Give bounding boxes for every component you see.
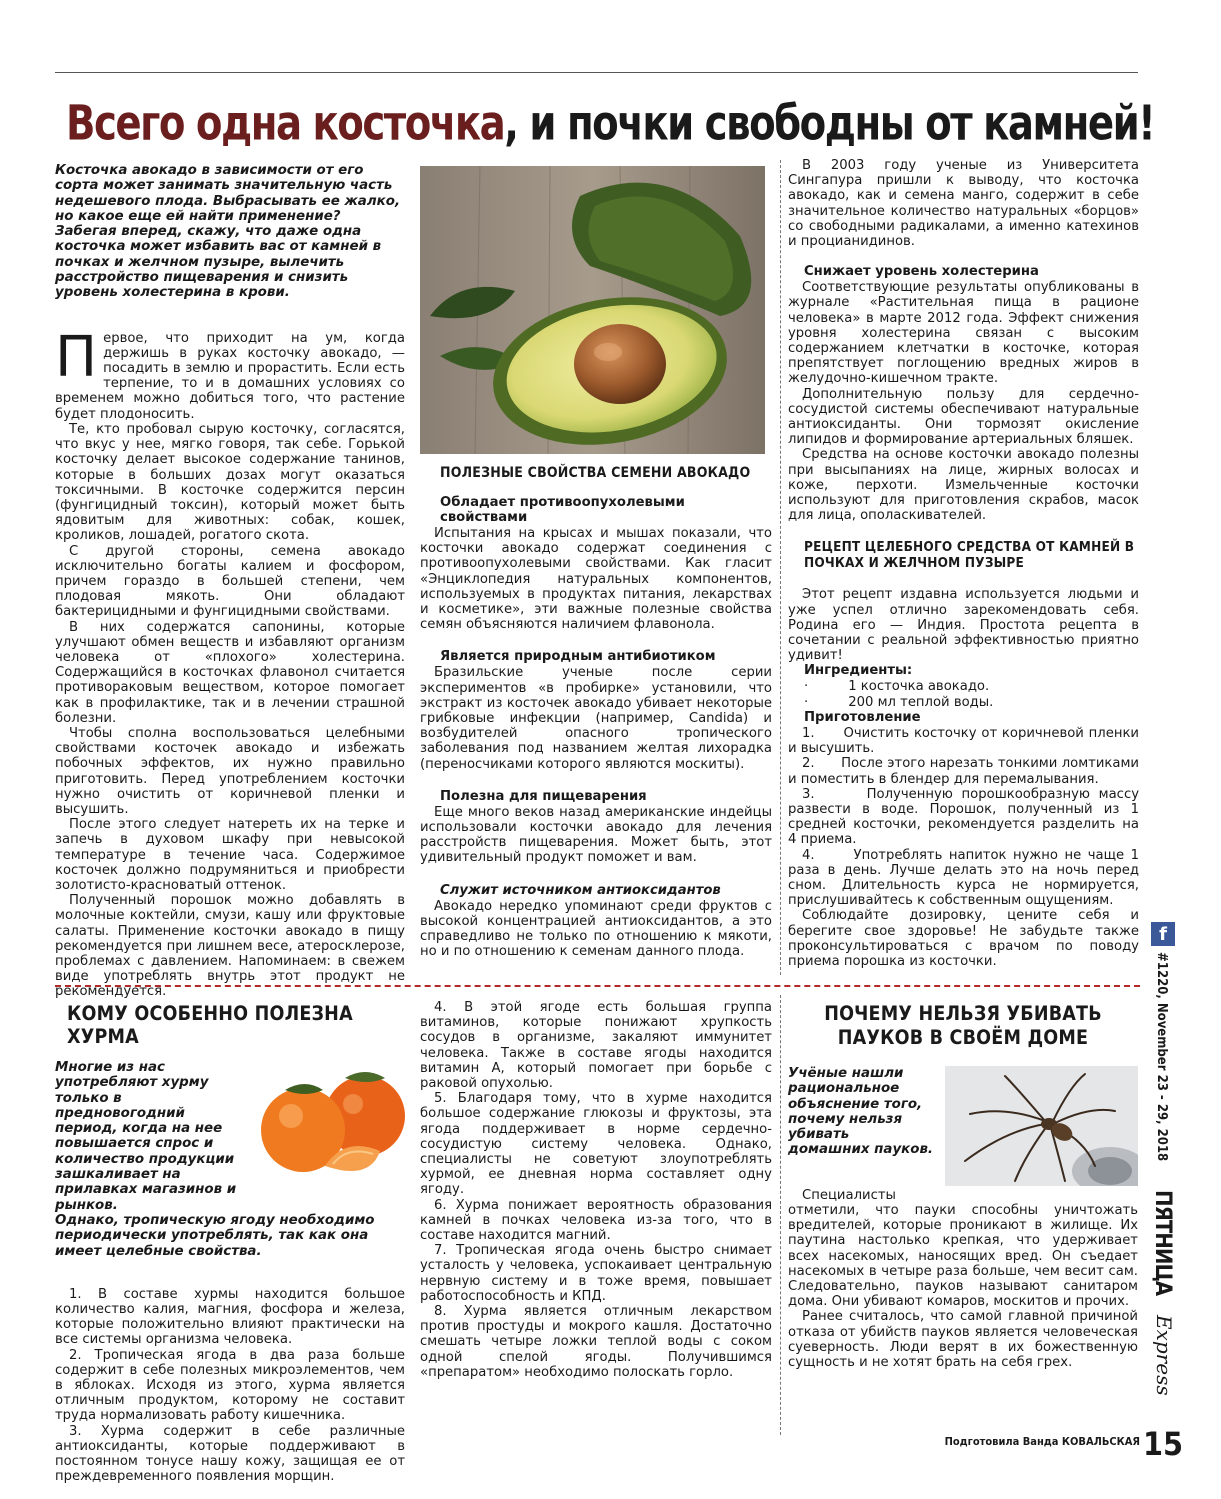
column-1 [55, 163, 405, 1000]
column-divider [780, 160, 781, 975]
paragraph: В них содержатся сапонины, которые улучшают обмен веществ и избавляют организм человека от «плохого» холестерина. Содержащийся в косточках флавонол считается противораковым веществом, которое помогает как в профилактике, так и в лечении страшной болезни. [55, 619, 405, 726]
paragraph: Еще много веков назад американские индейцы использовали косточки авокадо для лечения расстройств пищеварения. Может быть, этот удивительный продукт поможет и вам. [420, 804, 772, 866]
paragraph: Бразильские ученые после серии экспериментов «в пробирке» установили, что экстракт из косточек авокадо убивает некоторые грибковые инфекции (например, Candida) и возбудителей опасного тропического заболевания под названием желтая лихорадка (переносчиками которого являются москиты). [420, 665, 772, 772]
paragraph: Те, кто пробовал сырую косточку, согласятся, что вкус у нее, мягко говоря, так себе. Горькой косточку делает высокое содержание танинов, которые в больших дозах могут оказаться токсичными. В косточке содержится персин (фунгицидный токсин), который может быть ядовитым для животных: собак, кошек, кроликов, лошадей, рогатого скота. [55, 421, 405, 544]
paragraph: Авокадо нередко упоминают среди фруктов с высокой концентрацией антиоксидантов, а это справедливо не только по отношению к мякоти, но и по отношению к семенам данного плода. [420, 898, 772, 960]
ingredient-item: · 1 косточка авокадо. [804, 679, 990, 695]
page-number: 15 [1143, 1425, 1184, 1463]
paragraph: 7. Тропическая ягода очень быстро снимает усталость у человека, успокаивает центральную нервную систему и в тоже время, повышает работоспособность и КПД. [420, 1243, 772, 1304]
spiders-lead: Учёные нашли рациональное объяснение того, почему нельзя убивать домашних пауков. [788, 1066, 934, 1158]
column-2 [420, 463, 772, 959]
spider-illustration [945, 1066, 1138, 1186]
section-divider [55, 985, 1140, 987]
title-highlight: Всего одна косточка [66, 96, 505, 152]
persimmon-image [245, 1056, 415, 1186]
avocado-illustration [420, 166, 765, 454]
top-rule [55, 72, 1138, 73]
paragraph: Ранее считалось, что самой главной причиной отказа от убийств пауков является человеческая суеверность. Люди верят в их божественную сущность и не хотят брать на себя грех. [788, 1309, 1138, 1371]
persimmon-lead: Однако, тропическую ягоду необходимо периодически употреблять, так как она имеет целебные свойства. [55, 1212, 375, 1259]
paragraph: Соблюдайте дозировку, цените себя и берегите свое здоровье! Не забудьте также проконсультироваться с врачом по поводу приема порошка из косточки. [788, 908, 1139, 969]
persimmon-heading: КОМУ ОСОБЕННО ПОЛЕЗНА ХУРМА [67, 1002, 353, 1048]
paragraph: 6. Хурма понижает вероятность образования камней в почках человека из-за того, что в составе находится магний. [420, 1197, 772, 1244]
paragraph: 1. В составе хурмы находится большое количество калия, магния, фосфора и железа, которые положительно влияют практически на все системы организма человека. [55, 1286, 405, 1348]
paragraph: 5. Благодаря тому, что в хурме находится большое содержание глюкозы и фруктозы, эта ягода поддерживает в норме сердечно-сосудистую систему человека. Однако, специалисты не советуют злоупотреблять хурмой, ее дневная норма составляет одну ягоду. [420, 1091, 772, 1198]
paragraph: Испытания на крысах и мышах показали, что косточки авокадо содержат соединения с противоопухолевыми свойствами. Как гласит «Энциклопедия натуральных компонентов, используемых в продуктах питания, лекарствах и косметике», эти важные полезные свойства семян объясняются наличием флавонола. [420, 526, 772, 633]
paragraph: 4. В этой ягоде есть большая группа витаминов, которые понижают хрупкость сосудов в организме, закаляют иммунитет человека. Также в составе ягоды находится витамин А, который помогает при борьбе с раковой опухолью. [420, 1000, 772, 1092]
brand-logo: ПЯТНИЦА [1150, 1190, 1175, 1296]
paragraph: Полученный порошок можно добавлять в молочные коктейли, смузи, кашу или фруктовые салаты. Применение косточки авокадо в пищу рекомендуется при лишнем весе, атеросклерозе, проблемах с давлением. Напоминаем: в свежем виде употреблять внутрь этот продукт не рекомендуется. [55, 893, 405, 1000]
spider-image [945, 1066, 1138, 1186]
spiders-heading: ПОЧЕМУ НЕЛЬЗЯ УБИВАТЬ ПАУКОВ В СВОЁМ ДОМЕ [824, 1002, 1102, 1049]
step: 4. Употреблять напиток нужно не чаще 1 раза в день. Лучше делать это на ночь перед сном. Длительность курса не нормируется, прислушивайтесь к собственным ощущениям. [788, 847, 1144, 909]
column-3 [788, 158, 1144, 969]
persimmon-article [55, 1002, 405, 1485]
paragraph: С другой стороны, семена авокадо исключительно богаты калием и фосфором, причем гораздо в большей степени, чем плодовая мякоть. Они обладают бактерицидными и фунгицидными свойствами. [55, 543, 405, 620]
subheading: Служит источником антиоксидантов [440, 882, 721, 898]
paragraph: После этого следует натереть их на терке и запечь в духовом шкафу при невысокой температуре в течение часа. Содержимое косточек должно подрумяниться и приобрести золотисто-красноватый оттенок. [55, 817, 405, 893]
drop-cap: П [55, 324, 98, 390]
article-lead: Косточка авокадо в зависимости от его сорта может занимать значительную часть недешевого плода. Выбрасывать ее жалко, но какое еще ей найти применение? Забегая вперед, скажу, что даже одна косточка может избавить вас от камней в почках и желчном пузыре, вылечить расстройство пищеварения и снизить уровень холестерина в крови. [55, 163, 401, 301]
author-credit: Подготовила Ванда КОВАЛЬСКАЯ [944, 1435, 1140, 1448]
ingredient-item: · 200 мл теплой воды. [804, 694, 994, 710]
step: 2. После этого нарезать тонкими ломтиками и поместить в блендер для перемалывания. [788, 756, 1144, 787]
persimmon-lead: Многие из нас употребляют хурму только в предновогодний период, когда на нее повышается спрос и количество продукции зашкаливает на прилавках магазинов и рынков. [55, 1060, 237, 1213]
facebook-icon[interactable]: f [1151, 922, 1175, 946]
paragraph: В 2003 году ученые из Университета Сингапура пришли к выводу, что косточка авокадо, как и семена манго, содержит в себе значительное количество натуральных «борцов» со свободными радикалами, а именно катехинов и процианидинов. [788, 158, 1139, 250]
ingredients-title: Ингредиенты: [804, 663, 913, 679]
subheading: Снижает уровень холестерина [804, 264, 1039, 280]
step: 1. Очистить косточку от коричневой пленки и высушить. [788, 725, 1144, 757]
prep-title: Приготовление [804, 709, 921, 725]
title-rest: , и почки свободны от камней! [504, 96, 1155, 152]
persimmon-illustration [245, 1056, 415, 1186]
paragraph: Этот рецепт издавна используется людьми и уже успел отлично зарекомендовать себя. Родина его — Индия. Простота рецепта в сочетании с реальной эффективностью приятно удивит! [788, 587, 1139, 664]
subheading: Является природным антибиотиком [440, 649, 716, 665]
paragraph: 3. Хурма содержит в себе различные антиоксиданты, которые поддерживают в постоянном тонусе нашу кожу, защищая ее от преждевременного появления морщин. [55, 1423, 405, 1485]
recipe-heading: РЕЦЕПТ ЦЕЛЕБНОГО СРЕДСТВА ОТ КАМНЕЙ В ПОЧКАХ И ЖЕЛЧНОМ ПУЗЫРЕ [804, 539, 1135, 572]
page-title [66, 96, 1154, 152]
paragraph: Соответствующие результаты опубликованы в журнале «Растительная пища в рационе человека» в марте 2012 года. Эффект снижения уровня холестерина связан с высоким содержанием клетчатки в косточке, которая препятствует поглощению вредных жиров в желудочно-кишечном тракте. [788, 280, 1139, 387]
issue-info: #1220, November 23 - 29, 2018 [1154, 952, 1169, 1162]
column-divider [780, 995, 781, 1435]
paragraph: Чтобы сполна воспользоваться целебными свойствами косточек авокадо и избежать побочных эффектов, их нужно правильно приготовить. Перед употреблением косточки нужно очистить от коричневой пленки и высушить. [55, 725, 405, 817]
paragraph: Средства на основе косточки авокадо полезны при высыпаниях на лице, жирных волосах и коже, перхоти. Измельченные косточки используют для приготовления скрабов, масок для лица, ополаскивателей. [788, 447, 1139, 524]
subheading: Обладает противоопухолевыми свойствами [440, 495, 685, 525]
paragraph: 2. Тропическая ягода в два раза больше содержит в себе полезных микроэлементов, чем в яблоках. Исходя из этого, хурма является отличным продуктом, которому не составит труда нормализовать работу кишечника. [55, 1347, 405, 1424]
subheading: Полезна для пищеварения [440, 788, 647, 804]
paragraph: 8. Хурма является отличным лекарством против простуды и мокрого кашля. Достаточно смешать четыре ложки теплой воды с соком одной спелой ягоды. Получившимся «препаратом» необходимо полоскать горло. [420, 1304, 772, 1380]
spiders-article [788, 1002, 1138, 1370]
brand-script: Express [1152, 1315, 1176, 1396]
paragraph: Специалисты отметили, что пауки способны уничтожать вредителей, которые проникают в жилище. Их паутина настолько крепкая, что удерживает всех насекомых, наносящих вред. Он съедает насекомых в четыре раза больше, чем весит сам. Следовательно, пауков называют санитаром дома. Они убивают комаров, москитов и прочих. [788, 1187, 1138, 1310]
step: 3. Полученную порошкообразную массу развести в воде. Порошок, полученный из 1 средней косточки, рекомендуется разделить на 4 приема. [788, 786, 1144, 848]
section-heading: ПОЛЕЗНЫЕ СВОЙСТВА СЕМЕНИ АВОКАДО [440, 465, 751, 481]
paragraph: Дополнительную пользу для сердечно-сосудистой системы обеспечивают натуральные антиоксиданты. Они тормозят окисление липидов и формирование артериальных бляшек. [788, 386, 1139, 448]
paragraph: Первое, что приходит на ум, когда держишь в руках косточку авокадо, — посадить в землю и прорастить. Если есть терпение, то и в домашних условиях со временем можно добиться того, что растение будет плодоносить. [55, 324, 405, 422]
persimmon-continued [420, 1000, 772, 1380]
avocado-image [420, 166, 765, 454]
